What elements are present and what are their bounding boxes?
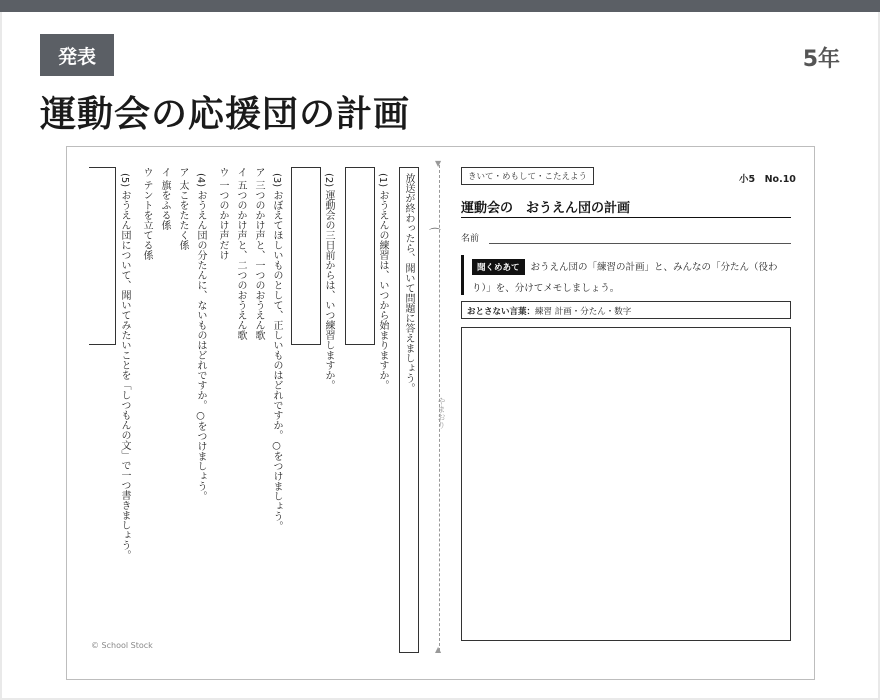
- fold-arrow-top: ▼: [435, 159, 442, 168]
- option-3b: イ 五つのかけ声と、二つのおうえん歌: [235, 167, 246, 341]
- keywords-label: おとさない言葉：: [467, 307, 536, 317]
- category-badge: 発表: [40, 34, 114, 76]
- question-1: (1) おうえんの練習は、いつから始まりますか。: [377, 173, 388, 391]
- question-2: (2) 運動会の三日前からは、いつ練習しますか。: [323, 173, 334, 391]
- worksheet-title: 運動会の おうえん団の計画: [461, 201, 631, 216]
- goal-tag: 聞くめあて: [472, 259, 525, 275]
- grade-label: 5年: [802, 47, 840, 72]
- fold-label: やまおり: [437, 397, 446, 429]
- question-3: (3) おぼえてほしいものとして、正しいものはどれですか。○をつけましょう。: [271, 173, 282, 532]
- name-label: 名前: [461, 234, 480, 244]
- answer-box-2: [291, 167, 321, 345]
- answer-box-1: [345, 167, 375, 345]
- question-5: (5) おうえん団について、聞いてみたいことを「しつもんの文」で一つ書きましょう。: [119, 173, 130, 561]
- worksheet-number: 小5 No.10: [739, 174, 796, 185]
- copyright: © School Stock: [91, 641, 153, 650]
- title-underline: [461, 217, 791, 218]
- option-4b: イ 旗をふる係: [159, 167, 170, 231]
- option-4a: ア 太こをたたく係: [177, 167, 188, 251]
- goal-text: おうえん団の「練習の計画」と、みんなの「分たん（役わり）」を、分けてメモしましょう。: [472, 262, 778, 294]
- listening-goal: [461, 255, 791, 295]
- option-3c: ウ 一つのかけ声だけ: [217, 167, 228, 261]
- name-line: [489, 243, 791, 244]
- option-4c: ウ テントを立てる係: [141, 167, 152, 261]
- page-title: 運動会の応援団の計画: [40, 94, 411, 135]
- answer-box-5: [89, 167, 116, 345]
- fold-arrow-bottom: ▲: [435, 645, 442, 654]
- worksheet-preview: [66, 146, 815, 680]
- fold-icon: ⌒: [429, 227, 442, 241]
- instruction-text: 放送が終わったら、聞いて問題に答えましょう。: [403, 173, 414, 393]
- keywords: 練習 計画・分たん・数字: [535, 307, 632, 317]
- top-bar: [0, 0, 880, 12]
- question-4: (4) おうえん団の分たんに、ないものはどれですか。○をつけましょう。: [195, 173, 206, 502]
- worksheet-category: きいて・めもして・こたえよう: [461, 167, 594, 185]
- option-3a: ア 三つのかけ声と、一つのおうえん歌: [253, 167, 264, 341]
- memo-area: [461, 327, 791, 641]
- keywords-box: [461, 301, 791, 319]
